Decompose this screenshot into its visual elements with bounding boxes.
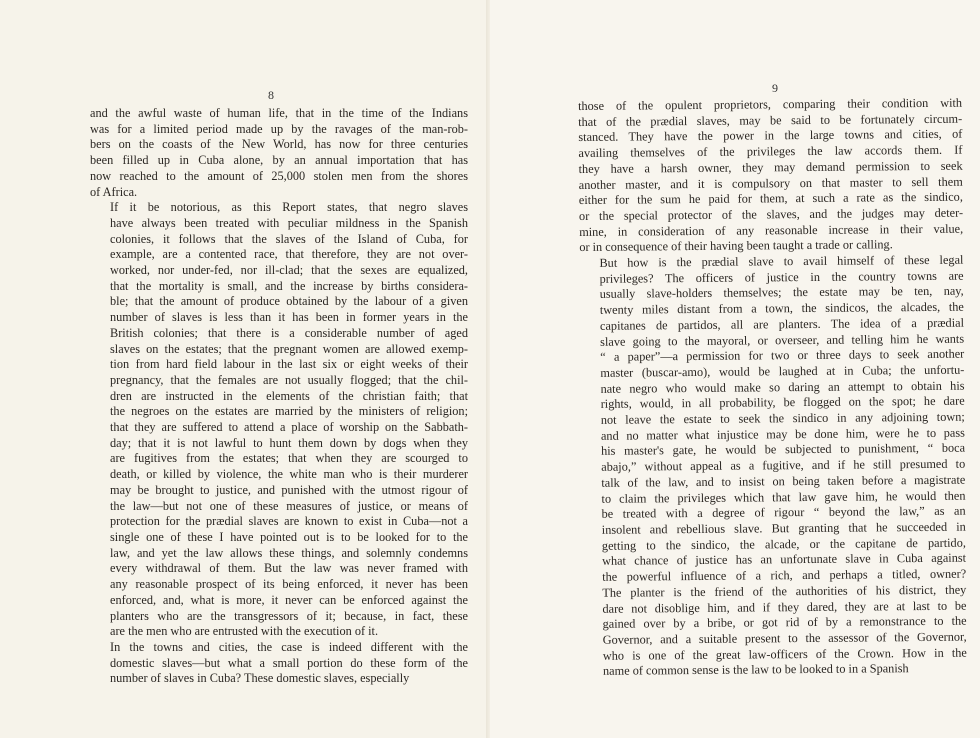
text-line: the powerful influence of a rich, and perhaps a titled, owner? bbox=[602, 566, 967, 584]
text-line: talk of the law, and to insist on being taken before a magistrate bbox=[601, 472, 966, 490]
text-line: domestic slaves—but what a small portion do these form of the bbox=[110, 655, 468, 670]
text-line: of Africa. bbox=[90, 184, 138, 199]
text-line: the negroes on the estates are married by the ministers of religion; bbox=[110, 404, 468, 419]
text-line: was for a limited period made up by the ravages of the man-rob- bbox=[90, 121, 468, 136]
text-line: have always been treated with peculiar mildness in the Spanish bbox=[110, 215, 468, 230]
text-line: But how is the prædial slave to avail himself of these legal bbox=[599, 252, 964, 270]
text-line: capitanes de partidos, all are planters. The idea of a prædial bbox=[599, 315, 965, 333]
text-line: slaves on the estates; that the pregnant women are allowed exemp- bbox=[110, 341, 468, 356]
text-line: If it be notorious, as this Report states, that negro slaves bbox=[110, 200, 468, 215]
text-line: getting to the sindico, the alcade, or the capitane de partido, bbox=[601, 535, 966, 553]
text-line: abajo,” without appeal as a fugitive, and if he still presumed to bbox=[601, 456, 966, 474]
text-line: and no matter what injustice may be done him, were he to pass bbox=[600, 425, 965, 443]
paragraph bbox=[90, 106, 468, 200]
text-line: British colonies; that there is a considerable number of aged bbox=[110, 325, 468, 340]
text-line: that of the prædial slaves, may be said to be fortunately circum- bbox=[578, 111, 963, 129]
text-line: who is one of the great law-officers of the Crown. How in the bbox=[602, 645, 967, 663]
text-line: In the towns and cities, the case is indeed different with the bbox=[110, 639, 468, 654]
right-page-text bbox=[578, 96, 967, 680]
text-line: worked, nor under-fed, nor ill-clad; that the sexes are equalized, bbox=[110, 263, 468, 278]
text-line: “ a paper”—a permission for two or three days to seek another bbox=[600, 346, 965, 365]
text-line: be treated with a degree of rigour “ beyond the law,” as an bbox=[601, 503, 966, 522]
text-line: protection for the prædial slaves are known to exist in Cuba—not a bbox=[110, 514, 468, 529]
text-line: tion from hard field labour in the last six or eight weeks of their bbox=[110, 357, 468, 372]
text-line: either for the sum he paid for them, at such a rate as the sindico, bbox=[578, 189, 963, 208]
text-line: slave going to the mayoral, or overseer, and telling him he wants bbox=[600, 331, 965, 349]
text-line: mine, in consideration of any reasonable increase in their value, bbox=[579, 221, 964, 239]
text-line: number of slaves in Cuba? These domestic slaves, especially bbox=[110, 671, 410, 686]
text-line: colonies, it follows that the slaves of the Island of Cuba, for bbox=[110, 231, 468, 246]
text-line: insolent and rebellious slave. But granting that he succeeded in bbox=[601, 519, 966, 537]
text-line: gained over by a bribe, or got rid of by a remonstrance to the bbox=[602, 613, 967, 632]
text-line: his master's gate, he would be subjected to punishment, “ boca bbox=[601, 441, 966, 459]
text-line: that they are suffered to attend a place of worship on the Sabbath- bbox=[110, 420, 468, 435]
text-line: that the mortality is small, and the increase by births considera- bbox=[110, 278, 468, 293]
text-line: death, or killed by violence, the white man who is their murderer bbox=[110, 467, 468, 482]
text-line: planters who are the transgressors of it; because, in fact, these bbox=[110, 608, 468, 623]
text-line: now reached to the amount of 25,000 stolen men from the shores bbox=[90, 168, 468, 183]
text-line: another master, and it is compulsory on that master to sell them bbox=[578, 174, 963, 192]
text-line: bers on the coasts of the New World, has now for three centuries bbox=[90, 137, 468, 152]
text-line: are the men who are entrusted with the execution of it. bbox=[110, 624, 379, 639]
text-line: example, are a contented race, that therefore, they are not over- bbox=[110, 247, 468, 262]
left-page-text bbox=[90, 106, 468, 687]
right-page bbox=[490, 0, 980, 738]
paragraph bbox=[579, 253, 967, 680]
text-line: they have a harsh owner, they may demand permission to seek bbox=[578, 158, 963, 176]
text-line: may be brought to justice, and punished with the utmost rigour of bbox=[110, 482, 468, 497]
text-line: day; that it is not lawful to hunt them down by dogs when they bbox=[110, 435, 468, 450]
text-line: availing themselves of the privileges the law accords them. If bbox=[578, 142, 963, 161]
text-line: every withdrawal of them. But the law was never framed with bbox=[110, 561, 468, 576]
text-line: number of slaves is less than it has been in former years in the bbox=[110, 310, 468, 325]
text-line: those of the opulent proprietors, comparing their condition with bbox=[578, 95, 963, 113]
paragraph bbox=[90, 200, 468, 640]
text-line: master (buscar-amo), would be laughed at in Cuba; the unfortu- bbox=[600, 362, 965, 380]
text-line: twenty miles distant from a town, the sindicos, the alcades, the bbox=[599, 299, 964, 317]
text-line: or the special protector of the slaves, and the judges may deter- bbox=[578, 205, 964, 223]
text-line: ble; that the amount of produce obtained by the labour of a given bbox=[110, 294, 468, 309]
text-line: any reasonable prospect of its being enforced, it never has been bbox=[110, 577, 468, 592]
text-line: Governor, and a suitable present to the assessor of the Governor, bbox=[602, 629, 967, 647]
text-line: been filled up in Cuba alone, by an annual importation that has bbox=[90, 153, 468, 168]
text-line: name of common sense is the law to be looked to in a Spanish bbox=[602, 661, 909, 679]
text-line: single one of these I have pointed out is to be looked for to the bbox=[110, 529, 468, 544]
text-line: not leave the estate to seek the sindico in any adjoining town; bbox=[600, 409, 965, 427]
text-line: dren are instructed in the elements of the christian faith; that bbox=[110, 388, 468, 403]
right-page-number: 9 bbox=[772, 81, 778, 95]
paragraph bbox=[90, 640, 468, 687]
text-line: or in consequence of their having been taught a trade or calling. bbox=[579, 237, 893, 255]
text-line: what chance of justice has an unfortunate slave in Cuba against bbox=[601, 551, 967, 569]
text-line: law, and yet the law allows these things, and solemnly condemns bbox=[110, 545, 468, 560]
text-line: dare not disoblige him, and if they dared, they are at last to be bbox=[602, 598, 967, 616]
text-line: stanced. They have the power in the large towns and cities, of bbox=[578, 127, 963, 145]
paragraph bbox=[578, 96, 963, 256]
text-line: enforced, and, what is more, it never can be enforced against the bbox=[110, 592, 468, 607]
text-line: and the awful waste of human life, that in the time of the Indians bbox=[90, 106, 468, 120]
text-line: privileges? The officers of justice in the country towns are bbox=[599, 268, 964, 286]
text-line: usually slave-holders themselves; the estate may be ten, nay, bbox=[599, 284, 964, 302]
text-line: nate negro who would make so daring an attempt to obtain his bbox=[600, 378, 965, 396]
left-page-number: 8 bbox=[268, 88, 274, 102]
text-line: The planter is the friend of the authorities of his district, they bbox=[602, 582, 967, 600]
text-line: the law—but not one of these measures of justice, or means of bbox=[110, 498, 468, 513]
text-line: are fugitives from the estates; that when they are scourged to bbox=[110, 451, 468, 466]
text-line: pregnancy, that the females are not usually flogged; that the chil- bbox=[110, 372, 468, 387]
text-line: rights, would, in all probability, be flogged on the spot; he dare bbox=[600, 393, 965, 412]
text-line: to claim the privileges which that law gave him, he would then bbox=[601, 488, 966, 506]
